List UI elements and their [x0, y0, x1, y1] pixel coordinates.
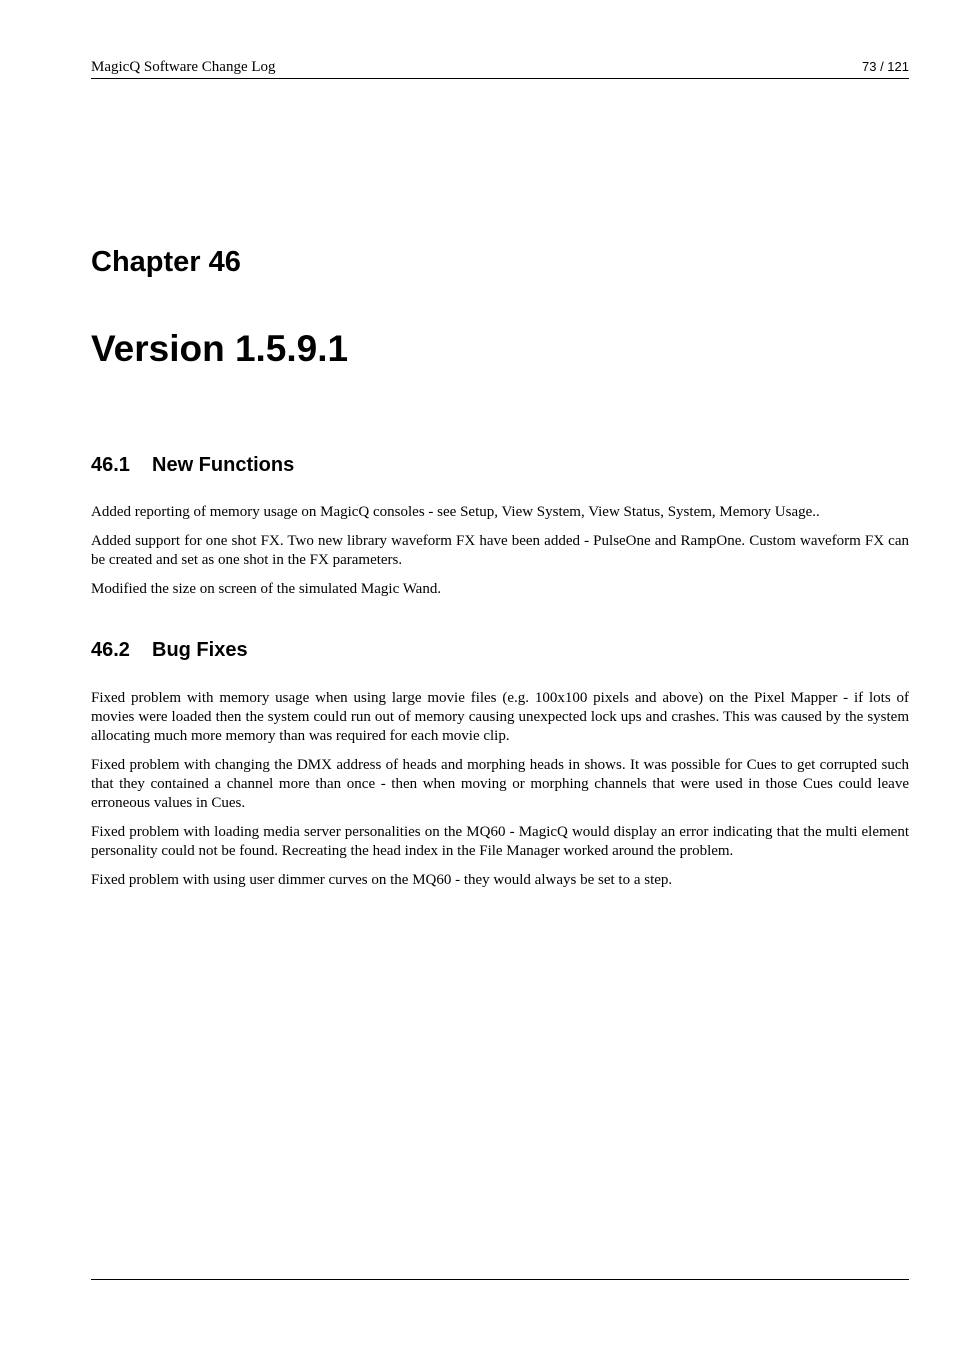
section-title: New Functions	[152, 454, 295, 476]
section-heading-new-functions	[91, 452, 294, 478]
paragraph: Added support for one shot FX. Two new library waveform FX have been added - PulseOne and RampOne. Custom waveform FX can be created and set as one shot in the FX parameters.	[91, 533, 909, 568]
paragraph: Fixed problem with using user dimmer curves on the MQ60 - they would always be set to a step.	[91, 872, 673, 888]
footer-rule	[91, 1279, 909, 1280]
section-body-new-functions	[91, 503, 909, 609]
paragraph: Added reporting of memory usage on MagicQ consoles - see Setup, View System, View Status, System, Memory Usage..	[91, 504, 820, 520]
section-body-bug-fixes	[91, 689, 909, 900]
paragraph: Fixed problem with memory usage when using large movie files (e.g. 100x100 pixels and above) on the Pixel Mapper - if lots of movies were loaded then the system could run out of memory causing unexpected lock ups and crashes. This was caused by the system allocating much more memory than was required for each movie clip.	[91, 690, 909, 744]
page-header	[91, 58, 909, 79]
paragraph: Fixed problem with loading media server personalities on the MQ60 - MagicQ would display an error indicating that the multi element personality could not be found. Recreating the head index in the File Manager worked around the problem.	[91, 824, 909, 859]
section-heading-bug-fixes	[91, 637, 248, 663]
header-page-number: 73 / 121	[862, 59, 909, 74]
chapter-title: Version 1.5.9.1	[91, 328, 349, 369]
chapter-label: Chapter 46	[91, 246, 241, 278]
section-title: Bug Fixes	[152, 639, 248, 661]
paragraph: Modified the size on screen of the simulated Magic Wand.	[91, 581, 442, 597]
section-number: 46.1	[91, 454, 130, 476]
paragraph: Fixed problem with changing the DMX address of heads and morphing heads in shows. It was possible for Cues to get corrupted such that they contained a channel more than once - then when moving or morphing channels that were used in those Cues could leave erroneous values in Cues.	[91, 757, 909, 811]
header-document-title: MagicQ Software Change Log	[91, 59, 276, 75]
section-number: 46.2	[91, 639, 130, 661]
